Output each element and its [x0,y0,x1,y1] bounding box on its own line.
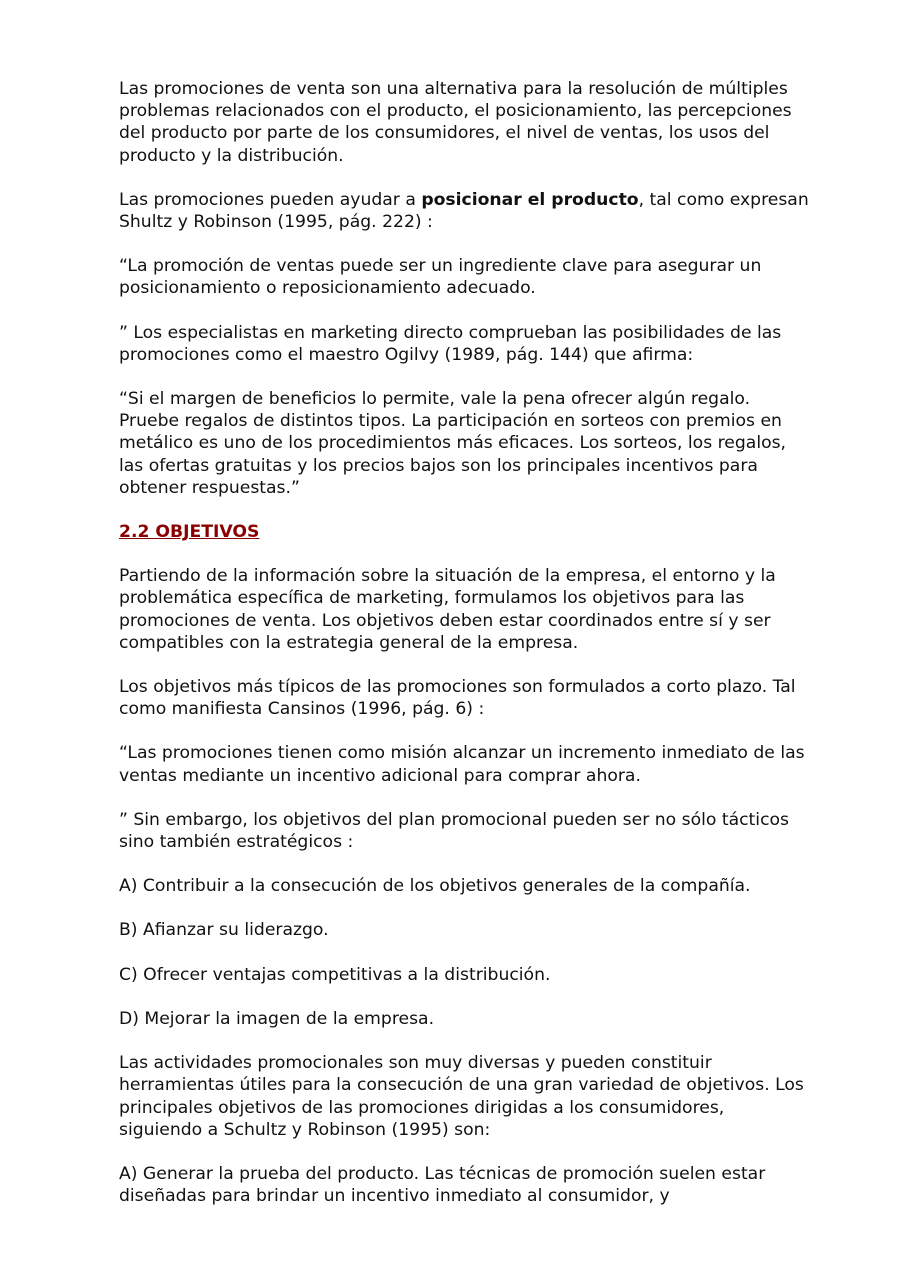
paragraph-positioning [119,189,809,233]
quote-shultz: “La promoción de ventas puede ser un ingrediente clave para asegurar un posicionamiento o reposicionamiento adecuado. [119,256,762,299]
list-item-d: D) Mejorar la imagen de la empresa. [119,1008,435,1029]
section-heading: 2.2 OBJETIVOS [119,522,260,543]
bold-phrase: posicionar el producto [421,189,639,210]
paragraph-strategic: ” Sin embargo, los objetivos del plan promocional pueden ser no sólo tácticos sino también estratégicos : [119,809,789,853]
list-item-c: C) Ofrecer ventajas competitivas a la distribución. [119,964,551,985]
document-page [119,78,809,1229]
list-item-b: B) Afianzar su liderazgo. [119,920,329,941]
paragraph-activities: Las actividades promocionales son muy diversas y pueden constituir herramientas útiles para la consecución de una gran variedad de objetivos. Los principales objetivos de las promociones dirigidas a los consumidores, siguiendo a Schultz y Robinson (1995) son: [119,1053,804,1140]
text-run: , tal como expresan Shultz y Robinson (1995, pág. 222) : [119,189,809,233]
quote-ogilvy: “Si el margen de beneficios lo permite, vale la pena ofrecer algún regalo. Pruebe regalos de distintos tipos. La participación en sorteos con premios en metálico es uno de los procedimientos más eficaces. Los sorteos, los regalos, las ofertas gratuitas y los precios bajos son los principales incentivos para obtener respuestas.” [119,389,787,498]
text-run: Las promociones pueden ayudar a [119,189,422,210]
paragraph-ogilvy: ” Los especialistas en marketing directo comprueban las posibilidades de las promociones como el maestro Ogilvy (1989, pág. 144) que afirma: [119,322,782,365]
paragraph-objectives: Partiendo de la información sobre la situación de la empresa, el entorno y la problemática específica de marketing, formulamos los objetivos para las promociones de venta. Los objetivos deben estar coordinados entre sí y ser compatibles con la estrategia general de la empresa. [119,566,776,653]
paragraph-trial: A) Generar la prueba del producto. Las técnicas de promoción suelen estar diseñadas para brindar un incentivo inmediato al consumidor, y [119,1163,766,1207]
paragraph-short-term: Los objetivos más típicos de las promociones son formulados a corto plazo. Tal como manifiesta Cansinos (1996, pág. 6) : [119,677,796,720]
quote-cansinos: “Las promociones tienen como misión alcanzar un incremento inmediato de las ventas mediante un incentivo adicional para comprar ahora. [119,743,805,786]
paragraph-intro: Las promociones de venta son una alternativa para la resolución de múltiples problemas relacionados con el producto, el posicionamiento, las percepciones del producto por parte de los consumidores, el nivel de ventas, los usos del producto y la distribución. [119,79,792,166]
list-item-a: A) Contribuir a la consecución de los objetivos generales de la compañía. [119,876,751,897]
